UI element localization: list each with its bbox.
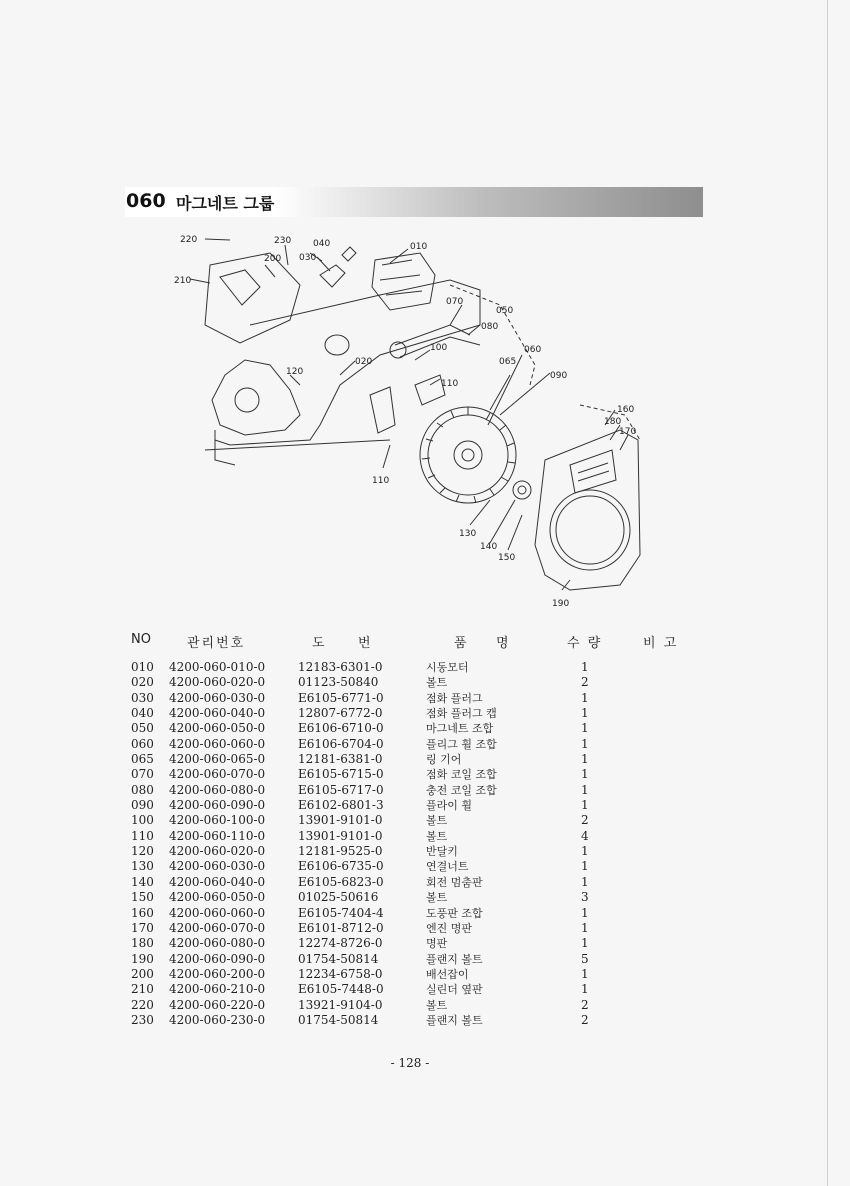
part-number: 230 (131, 1012, 154, 1027)
table-row (128, 875, 628, 890)
drawing-number: E6105-6717-0 (298, 782, 384, 797)
part-name: 엔진 명판 (426, 921, 473, 935)
drawing-number: E6105-6823-0 (298, 874, 384, 889)
part-name: 볼트 (426, 676, 448, 690)
part-name: 점화 플러그 캡 (426, 707, 497, 721)
part-name: 충전 코일 조합 (426, 783, 497, 797)
callout-060: 060 (524, 345, 542, 355)
mgmt-number: 4200-060-030-0 (169, 859, 266, 874)
part-name: 플랜지 볼트 (426, 952, 483, 966)
callout-090: 090 (550, 371, 568, 381)
mgmt-number: 4200-060-110-0 (169, 828, 266, 843)
quantity: 2 (581, 675, 589, 690)
quantity: 1 (581, 982, 589, 997)
quantity: 1 (581, 752, 589, 767)
drawing-number: 13921-9104-0 (298, 997, 383, 1012)
mgmt-number: 4200-060-050-0 (169, 721, 266, 736)
mgmt-number: 4200-060-060-0 (169, 905, 266, 920)
part-number: 110 (131, 828, 154, 843)
quantity: 1 (581, 736, 589, 751)
page-number: - 128 - (390, 1056, 430, 1070)
diagram-callouts (174, 235, 636, 609)
quantity: 1 (581, 920, 589, 935)
callout-100: 100 (430, 343, 448, 353)
callout-140: 140 (480, 542, 498, 552)
drawing-number: 01123-50840 (298, 675, 379, 690)
part-name: 회전 멈춤판 (426, 875, 483, 889)
quantity: 1 (581, 660, 589, 674)
drawing-number: E6106-6710-0 (298, 721, 384, 736)
table-row (128, 906, 628, 921)
table-row (128, 752, 628, 767)
part-name: 마그네트 조합 (426, 722, 494, 736)
part-number: 200 (131, 966, 154, 981)
table-row (128, 721, 628, 736)
part-name: 점화 코일 조합 (426, 768, 497, 782)
part-number: 100 (131, 813, 154, 828)
part-name: 링 기어 (426, 753, 462, 767)
page-edge (827, 0, 828, 1186)
part-name: 볼트 (426, 998, 448, 1012)
mgmt-number: 4200-060-070-0 (169, 767, 266, 782)
part-name: 볼트 (426, 829, 448, 843)
table-row (128, 982, 628, 997)
mgmt-number: 4200-060-065-0 (169, 752, 266, 767)
mgmt-number: 4200-060-010-0 (169, 660, 266, 674)
table-row (128, 952, 628, 967)
table-row (128, 921, 628, 936)
quantity: 2 (581, 997, 589, 1012)
quantity: 1 (581, 782, 589, 797)
part-number: 140 (131, 874, 154, 889)
drawing-number: E6106-6735-0 (298, 859, 384, 874)
quantity: 1 (581, 706, 589, 721)
mgmt-number: 4200-060-210-0 (169, 982, 266, 997)
table-row (128, 936, 628, 951)
table-row (128, 890, 628, 905)
drawing-number: E6105-7404-4 (298, 905, 384, 920)
exploded-parts-diagram (150, 225, 670, 610)
callout-130: 130 (459, 529, 477, 539)
part-name: 명판 (426, 937, 448, 951)
mgmt-number: 4200-060-020-0 (169, 675, 266, 690)
part-number: 065 (131, 752, 154, 767)
cylinder-side-plate (205, 253, 300, 343)
mgmt-number: 4200-060-090-0 (169, 798, 266, 813)
mgmt-number: 4200-060-080-0 (169, 936, 266, 951)
callout-010: 010 (410, 242, 428, 252)
mgmt-number: 4200-060-220-0 (169, 997, 266, 1012)
callout-030: 030 (299, 253, 317, 263)
table-row (128, 767, 628, 782)
callout-110-lower: 110 (372, 476, 390, 486)
mgmt-number: 4200-060-070-0 (169, 920, 266, 935)
mgmt-number: 4200-060-080-0 (169, 782, 266, 797)
part-number: 170 (131, 920, 154, 935)
engine-nameplate (570, 450, 616, 493)
quantity: 1 (581, 859, 589, 874)
table-row (128, 798, 628, 813)
drawing-number: E6105-6715-0 (298, 767, 384, 782)
col-header-dwg-1: 도 (312, 636, 325, 651)
callout-020: 020 (355, 357, 373, 367)
table-row (128, 829, 628, 844)
quantity: 1 (581, 905, 589, 920)
col-header-mgmt-no: 관리번호 (187, 636, 246, 651)
mgmt-number: 4200-060-200-0 (169, 966, 266, 981)
drawing-number: 12234-6758-0 (298, 966, 383, 981)
lock-washer (513, 481, 531, 499)
quantity: 2 (581, 1012, 589, 1027)
table-row (128, 813, 628, 828)
callout-190: 190 (552, 599, 570, 609)
table-row (128, 1013, 628, 1028)
table-row (128, 737, 628, 752)
col-header-no: NO (131, 632, 151, 647)
quantity: 4 (581, 828, 589, 843)
table-row (128, 691, 628, 706)
drawing-number: 12181-6381-0 (298, 752, 383, 767)
part-number: 130 (131, 859, 154, 874)
part-name: 실린더 옆판 (426, 983, 483, 997)
part-number: 040 (131, 706, 154, 721)
part-number: 210 (131, 982, 154, 997)
table-row (128, 783, 628, 798)
quantity: 1 (581, 966, 589, 981)
callout-180: 180 (604, 417, 622, 427)
part-number: 160 (131, 905, 154, 920)
table-row (128, 844, 628, 859)
callout-170: 170 (619, 427, 637, 437)
col-header-name-1: 품 (454, 636, 467, 651)
col-header-qty: 수 량 (567, 636, 603, 651)
part-name: 도풍판 조합 (426, 906, 483, 920)
part-number: 050 (131, 721, 154, 736)
callout-160: 160 (617, 405, 635, 415)
flywheel (420, 407, 516, 503)
mgmt-number: 4200-060-060-0 (169, 736, 266, 751)
mgmt-number: 4200-060-020-0 (169, 844, 266, 859)
part-number: 090 (131, 798, 154, 813)
quantity: 5 (581, 951, 589, 966)
part-number: 060 (131, 736, 154, 751)
table-row (128, 859, 628, 874)
table-row (128, 998, 628, 1013)
mgmt-number: 4200-060-090-0 (169, 951, 266, 966)
part-name: 플랜지 볼트 (426, 1013, 483, 1027)
ignition-coil (370, 387, 395, 433)
quantity: 1 (581, 721, 589, 736)
callout-200: 200 (264, 254, 282, 264)
callout-220: 220 (180, 235, 198, 245)
drawing-number: 13901-9101-0 (298, 813, 383, 828)
part-name: 볼트 (426, 814, 448, 828)
quantity: 1 (581, 690, 589, 705)
callout-230: 230 (274, 236, 292, 246)
part-number: 150 (131, 890, 154, 905)
quantity: 1 (581, 767, 589, 782)
part-name: 볼트 (426, 891, 448, 905)
quantity: 1 (581, 798, 589, 813)
drawing-number: E6105-7448-0 (298, 982, 384, 997)
drawing-number: E6106-6704-0 (298, 736, 384, 751)
part-name: 시동모터 (426, 661, 469, 674)
part-number: 180 (131, 936, 154, 951)
drawing-number: E6105-6771-0 (298, 690, 384, 705)
drawing-number: 01754-50814 (298, 1012, 379, 1027)
mgmt-number: 4200-060-230-0 (169, 1012, 266, 1027)
section-code: 060 (126, 190, 166, 212)
drawing-number: 13901-9101-0 (298, 828, 383, 843)
quantity: 1 (581, 844, 589, 859)
spark-plug (320, 265, 345, 287)
part-number: 030 (131, 690, 154, 705)
quantity: 1 (581, 936, 589, 951)
table-row (128, 675, 628, 690)
table-row (128, 660, 628, 675)
col-header-name-2: 명 (496, 636, 509, 651)
callout-050: 050 (496, 306, 514, 316)
mgmt-number: 4200-060-100-0 (169, 813, 266, 828)
part-number: 080 (131, 782, 154, 797)
part-number: 120 (131, 844, 154, 859)
quantity: 2 (581, 813, 589, 828)
drawing-number: E6101-8712-0 (298, 920, 384, 935)
callout-110-upper: 110 (441, 379, 459, 389)
part-number: 190 (131, 951, 154, 966)
col-header-remark: 비 고 (643, 636, 679, 651)
callout-065: 065 (499, 357, 517, 367)
callout-080: 080 (481, 322, 499, 332)
callout-120: 120 (286, 367, 304, 377)
drawing-number: 01025-50616 (298, 890, 379, 905)
callout-070: 070 (446, 297, 464, 307)
mgmt-number: 4200-060-050-0 (169, 890, 266, 905)
parts-table (128, 660, 628, 1028)
part-number: 220 (131, 997, 154, 1012)
table-row (128, 706, 628, 721)
quantity: 1 (581, 874, 589, 889)
quantity: 3 (581, 890, 589, 905)
section-title: 마그네트 그룹 (176, 194, 275, 213)
part-name: 반달키 (426, 845, 458, 859)
part-number: 020 (131, 675, 154, 690)
callout-040: 040 (313, 239, 331, 249)
col-header-dwg-2: 번 (358, 636, 371, 651)
part-number: 010 (131, 660, 154, 674)
drawing-number: 12274-8726-0 (298, 936, 383, 951)
part-name: 연결너트 (426, 860, 469, 874)
part-name: 플라이 휠 (426, 799, 473, 813)
drawing-number: E6102-6801-3 (298, 798, 384, 813)
drawing-number: 12183-6301-0 (298, 660, 383, 674)
part-name: 점화 플러그 (426, 691, 483, 705)
drawing-number: 12807-6772-0 (298, 706, 383, 721)
mgmt-number: 4200-060-040-0 (169, 874, 266, 889)
table-row (128, 967, 628, 982)
mgmt-number: 4200-060-040-0 (169, 706, 266, 721)
mgmt-number: 4200-060-030-0 (169, 690, 266, 705)
part-name: 배선잡이 (426, 967, 469, 981)
drawing-number: 12181-9525-0 (298, 844, 383, 859)
callout-150: 150 (498, 553, 516, 563)
callout-210: 210 (174, 276, 192, 286)
drawing-number: 01754-50814 (298, 951, 379, 966)
part-number: 070 (131, 767, 154, 782)
part-name: 플리그 휠 조합 (426, 737, 497, 751)
